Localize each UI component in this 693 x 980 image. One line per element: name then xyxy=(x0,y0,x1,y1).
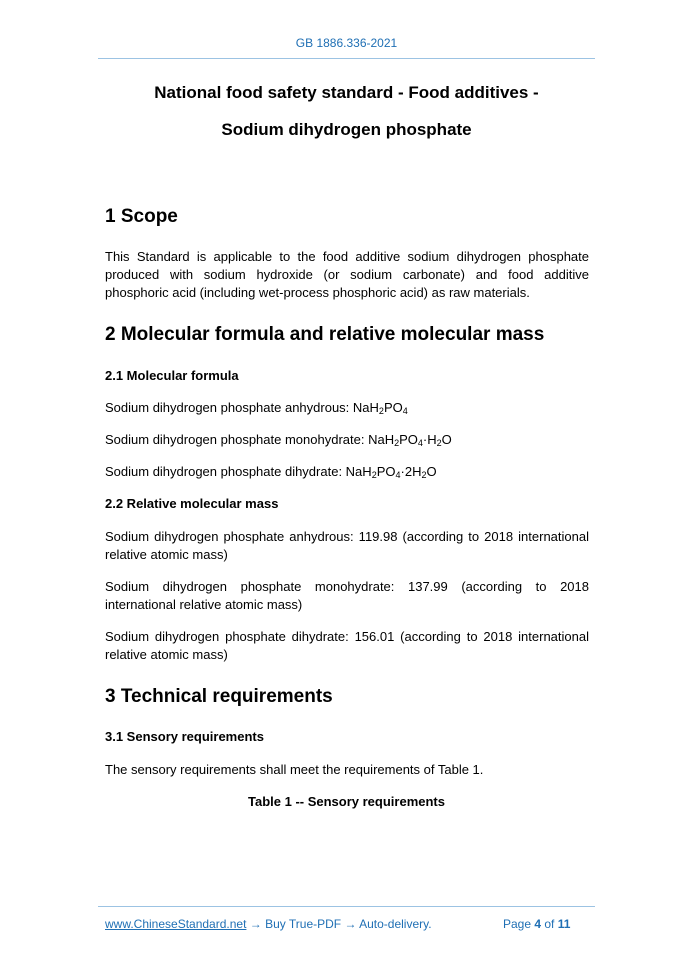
formula-dihydrate: Sodium dihydrogen phosphate dihydrate: $NaH_2PO_4\cdot 2H_2O$ xyxy=(105,464,437,480)
section-1-heading: 1 Scope xyxy=(105,206,178,227)
subsection-3-1-heading: 3.1 Sensory requirements xyxy=(105,729,264,744)
total-pages: 11 xyxy=(557,917,571,931)
subsection-2-2-heading: 2.2 Relative molecular mass xyxy=(105,496,279,511)
table-1-caption: Table 1 -- Sensory requirements xyxy=(248,794,445,809)
mass-monohydrate: Sodium dihydrogen phosphate monohydrate: 137.99 (according to 2018 international relative atomic mass) xyxy=(105,579,589,612)
mass-anhydrous: Sodium dihydrogen phosphate anhydrous: 119.98 (according to 2018 international relative atomic mass) xyxy=(105,529,589,562)
page-indicator: Page 4 of 11 xyxy=(503,917,571,931)
section-2-heading: 2 Molecular formula and relative molecular mass xyxy=(105,324,545,345)
document-title-line-1: National food safety standard - Food additives - xyxy=(154,83,539,102)
mass-dihydrate: Sodium dihydrogen phosphate dihydrate: 156.01 (according to 2018 international relative atomic mass) xyxy=(105,629,589,662)
website-link[interactable]: www.ChineseStandard.net xyxy=(105,917,247,931)
sensory-paragraph: The sensory requirements shall meet the requirements of Table 1. xyxy=(105,762,484,777)
formula-monohydrate: Sodium dihydrogen phosphate monohydrate: $NaH_2PO_4\cdot H_2O$ xyxy=(105,432,452,448)
standard-code: GB 1886.336-2021 xyxy=(295,36,398,50)
current-page: 4 xyxy=(534,917,542,931)
header-divider xyxy=(98,58,595,59)
footer-promo-text: → Buy True-PDF → Auto-delivery. xyxy=(246,917,432,931)
footer-promo xyxy=(105,917,432,931)
subsection-2-1-heading: 2.1 Molecular formula xyxy=(105,368,239,383)
footer-divider xyxy=(98,906,595,907)
formula-anhydrous: Sodium dihydrogen phosphate anhydrous: $NaH_2PO_4$ xyxy=(105,400,408,416)
scope-paragraph: This Standard is applicable to the food additive sodium dihydrogen phosphate produced with sodium hydroxide (or sodium carbonate) and food additive phosphoric acid (including wet-process phosphoric acid) as raw materials. xyxy=(105,249,589,300)
document-title-line-2: Sodium dihydrogen phosphate xyxy=(221,120,472,139)
section-3-heading: 3 Technical requirements xyxy=(105,686,333,707)
